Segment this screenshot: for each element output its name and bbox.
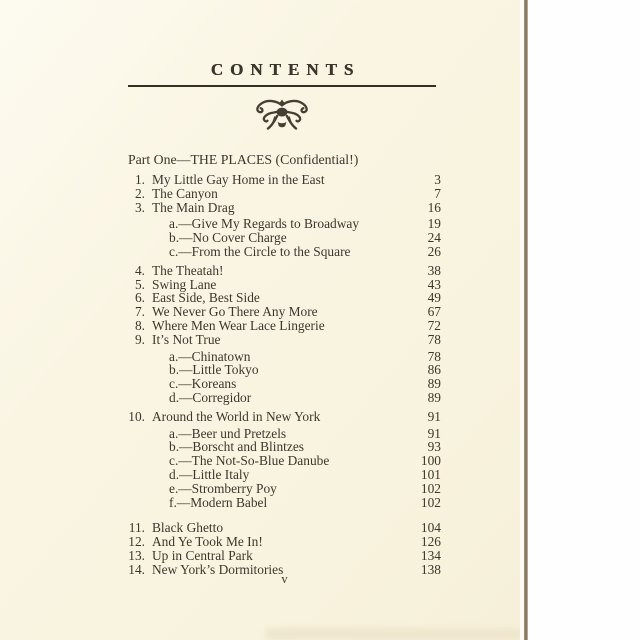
toc-entry-title: Black Ghetto (152, 520, 224, 536)
toc-entry-title: f.—Modern Babel (169, 494, 268, 510)
toc-group (128, 410, 441, 510)
toc-subentry (128, 391, 441, 405)
toc-subentry (128, 496, 441, 510)
toc-entry-page-number: 101 (420, 466, 441, 482)
toc-entry-title: The Theatah! (152, 262, 224, 278)
page-title: CONTENTS (210, 60, 361, 79)
toc-entry-title: a.—Chinatown (169, 348, 251, 364)
folio-page-number: v (281, 572, 288, 586)
toc-entry-number: 6. (134, 290, 145, 306)
toc-entry-page-number: 138 (420, 561, 441, 577)
toc-entry-title: And Ye Took Me In! (152, 534, 263, 550)
toc-subentry (128, 245, 441, 259)
toc-entry (128, 535, 441, 549)
toc-entry-page-number: 19 (427, 216, 441, 232)
toc-entry (128, 410, 441, 424)
toc-entry-page-number: 26 (427, 243, 441, 259)
toc-entry (128, 264, 441, 278)
toc-entry-title: d.—Little Italy (169, 466, 250, 482)
toc-entry-page-number: 86 (427, 362, 441, 378)
toc-subentry (128, 454, 441, 468)
ornament-container (128, 95, 436, 133)
toc-group (128, 264, 441, 405)
part-heading: Part One—THE PLACES (Confidential!) (128, 152, 359, 167)
title-rule-divider (128, 85, 436, 87)
toc-entry-page-number: 89 (427, 389, 441, 405)
toc-entry (128, 521, 441, 535)
toc-entry-number: 7. (134, 304, 145, 320)
toc-entry-page-number: 91 (427, 408, 441, 424)
toc-entry-title: e.—Stromberry Poy (169, 480, 277, 496)
toc-entry-number: 9. (134, 331, 145, 347)
toc-entry-number: 4. (134, 262, 145, 278)
toc-entry-page-number: 104 (420, 520, 441, 536)
toc-entry-title: d.—Corregidor (169, 389, 252, 405)
toc-entry-page-number: 49 (427, 290, 441, 306)
toc-entry-number: 3. (134, 199, 145, 215)
toc-entry-title: Around the World in New York (152, 408, 321, 424)
toc-entry (128, 187, 441, 201)
toc-entry-title: Swing Lane (152, 276, 217, 292)
toc-entry-page-number: 7 (434, 185, 441, 201)
toc-entry-page-number: 16 (427, 199, 441, 215)
toc-entry-page-number: 134 (420, 547, 441, 563)
toc-entry (128, 333, 441, 347)
toc-entry-number: 12. (128, 534, 145, 550)
toc-entry (128, 173, 441, 187)
toc-entry-title: b.—Borscht and Blintzes (169, 439, 305, 455)
toc-group (128, 173, 441, 259)
toc-entry-page-number: 78 (427, 348, 441, 364)
printer-fleuron-ornament-icon (251, 95, 313, 133)
toc-groups-container (128, 173, 441, 577)
toc-entry-title: c.—Koreans (169, 376, 237, 392)
toc-entry-number: 11. (128, 520, 145, 536)
toc-entry-title: We Never Go There Any More (152, 304, 318, 320)
toc-subentry (128, 231, 441, 245)
toc-entry-page-number: 93 (427, 439, 441, 455)
toc-entry-number: 8. (134, 317, 145, 333)
toc-entry-page-number: 89 (427, 376, 441, 392)
toc-entry-title: New York’s Dormitories (152, 561, 284, 577)
toc-subentry (128, 350, 441, 364)
toc-subentry (128, 377, 441, 391)
toc-entry-page-number: 38 (427, 262, 441, 278)
toc-entry-number: 13. (128, 547, 145, 563)
toc-entry-title: b.—Little Tokyo (169, 362, 259, 378)
toc-subentry (128, 217, 441, 231)
toc-group (128, 521, 441, 576)
toc-entry-page-number: 78 (427, 331, 441, 347)
toc-entry-title: c.—The Not-So-Blue Danube (169, 453, 330, 469)
page-bottom-shadow (265, 628, 523, 640)
toc-entry-title: It’s Not True (152, 331, 221, 347)
toc-entry (128, 319, 441, 333)
toc-entry-title: c.—From the Circle to the Square (169, 243, 351, 259)
toc-subentry (128, 468, 441, 482)
toc-entry (128, 305, 441, 319)
toc-entry-title: Where Men Wear Lace Lingerie (152, 317, 325, 333)
toc-entry-number: 2. (134, 185, 145, 201)
toc-entry-page-number: 67 (427, 304, 441, 320)
toc-entry-page-number: 72 (427, 317, 441, 333)
toc-entry-page-number: 102 (420, 480, 441, 496)
toc-entry-title: East Side, Best Side (152, 290, 260, 306)
toc-subentry (128, 482, 441, 496)
toc-entry (128, 549, 441, 563)
toc-entry-number: 5. (134, 276, 145, 292)
toc-entry-page-number: 100 (420, 453, 441, 469)
page-header (128, 60, 436, 133)
toc-entry-title: The Canyon (152, 185, 218, 201)
toc-entry-title: Up in Central Park (152, 547, 253, 563)
toc-subentry (128, 363, 441, 377)
toc-entry-page-number: 24 (427, 230, 441, 246)
toc-entry-number: 10. (128, 408, 145, 424)
book-page-edge (524, 0, 528, 640)
toc-entry-title: The Main Drag (152, 199, 235, 215)
toc-entry-title: b.—No Cover Charge (169, 230, 287, 246)
toc-entry (128, 278, 441, 292)
table-of-contents (128, 152, 441, 577)
toc-entry-number: 1. (134, 172, 145, 187)
toc-entry-page-number: 126 (420, 534, 441, 550)
toc-subentry (128, 440, 441, 454)
toc-subentry (128, 427, 441, 441)
toc-entry (128, 291, 441, 305)
toc-entry-page-number: 91 (427, 425, 441, 441)
toc-entry-title: My Little Gay Home in the East (152, 172, 325, 187)
toc-entry-page-number: 43 (427, 276, 441, 292)
toc-entry-title: a.—Give My Regards to Broadway (169, 216, 360, 232)
toc-entry-title: a.—Beer und Pretzels (169, 425, 287, 441)
toc-entry-number: 14. (128, 561, 145, 577)
toc-entry-page-number: 3 (434, 172, 441, 187)
toc-entry-page-number: 102 (420, 494, 441, 510)
toc-entry (128, 201, 441, 215)
